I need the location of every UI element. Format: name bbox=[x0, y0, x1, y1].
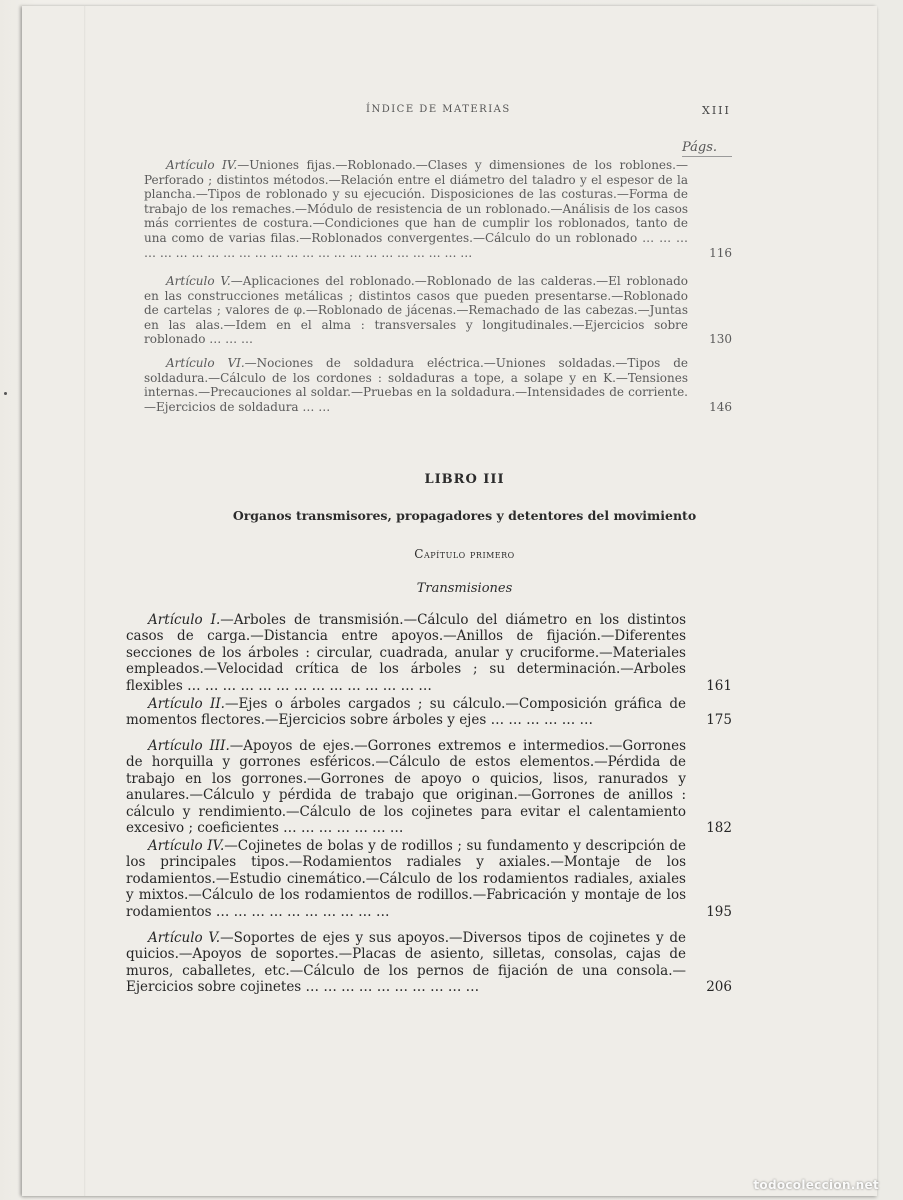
entry-page-number: 146 bbox=[709, 399, 732, 414]
toc-entry-articulo-v-aplicaciones bbox=[144, 274, 732, 347]
entry-page-number: 175 bbox=[706, 712, 732, 729]
entry-page-number: 182 bbox=[706, 820, 732, 837]
watermark-logo: todocoleccion.net bbox=[753, 1178, 879, 1192]
entry-label: Artículo VI. bbox=[166, 356, 245, 370]
entry-label: Artículo V. bbox=[166, 274, 231, 288]
section-heading: Transmisiones bbox=[416, 581, 513, 596]
entry-text: —Uniones fijas.—Roblonado.—Clases y dimensiones de los roblones.—Perforado ; distintos métodos.—Relación entre el diámetro del taladro y el espesor de la plancha.—Tipos de roblonado y su ejecución. Disposiciones de las costuras.—Forma de trabajo de los remaches.—Módulo de resistencia de un roblonado.—Análisis de los casos más corrientes de costura.—Condiciones que han de cumplir los roblonados, tanto de una como de varias filas.—Roblonados convergentes.—Cálculo do un roblonado … … … … … … … … … … … … … … … … … … … … … … … … bbox=[144, 158, 688, 260]
toc-entry-articulo-vi-soldadura bbox=[144, 356, 732, 414]
page-fold-shadow bbox=[84, 6, 86, 1196]
page-speck bbox=[4, 392, 7, 395]
chapter-heading: Capítulo primero bbox=[414, 547, 515, 561]
toc-entry-articulo-i-arboles bbox=[126, 612, 732, 694]
toc-entry-articulo-ii-ejes bbox=[126, 696, 732, 729]
pages-column-label: Págs. bbox=[682, 140, 732, 157]
entry-page-number: 206 bbox=[706, 979, 732, 996]
entry-page-number: 195 bbox=[706, 903, 732, 920]
entry-page-number: 161 bbox=[706, 677, 732, 694]
entry-label: Artículo III. bbox=[148, 738, 230, 754]
entry-text: —Soportes de ejes y sus apoyos.—Diversos tipos de cojinetes y de quicios.—Apoyos de soportes.—Placas de asiento, silletas, consolas, cajas de muros, caballetes, etc.—Cálculo de los pernos de fijación de una consola.—Ejercicios sobre cojinetes … … … … … … … … … … bbox=[126, 930, 686, 996]
entry-text: —Cojinetes de bolas y de rodillos ; su fundamento y descripción de los principales tipos.—Rodamientos radiales y axiales.—Montaje de los rodamientos.—Estudio cinemático.—Cálculo de los rodamientos radiales, axiales y mixtos.—Cálculo de los rodamientos de rodillos.—Fabricación y montaje de los rodamientos … … … … … … … … … … bbox=[126, 838, 686, 920]
entry-text: —Aplicaciones del roblonado.—Roblonado de las calderas.—El roblonado en las construcciones metálicas ; distintos casos que pueden presentarse.—Roblonado de cartelas ; valores de φ.—Roblonado de jácenas.—Remachado de las cabezas.—Juntas en las alas.—Idem en el alma : transversales y longitudinales.—Ejercicios sobre roblonado … … … bbox=[144, 274, 689, 347]
book-page bbox=[22, 6, 877, 1196]
entry-label: Artículo IV. bbox=[166, 158, 238, 172]
book-title: LIBRO III bbox=[424, 472, 505, 487]
book-subtitle: Organos transmisores, propagadores y detentores del movimiento bbox=[232, 508, 697, 523]
toc-entry-articulo-iv-roblonado bbox=[144, 158, 732, 260]
entry-label: Artículo II. bbox=[148, 696, 225, 712]
entry-text: —Arboles de transmisión.—Cálculo del diámetro en los distintos casos de carga.—Distancia entre apoyos.—Anillos de fijación.—Diferentes secciones de los árboles : circular, cuadrada, anular y cruciforme.—Materiales empleados.—Velocidad crítica de los árboles ; su determinación.—Arboles flexibles … … … … … … … … … … … … … … bbox=[126, 612, 687, 694]
entry-text: —Nociones de soldadura eléctrica.—Uniones soldadas.—Tipos de soldadura.—Cálculo de los cordones : soldaduras a tope, a solape y en K.—Tensiones internas.—Precauciones al soldar.—Pruebas en la soldadura.—Intensidades de corriente.—Ejercicios de soldadura … … bbox=[144, 356, 688, 414]
toc-entry-articulo-iii-apoyos bbox=[126, 738, 732, 836]
page-number: XIII bbox=[702, 104, 731, 117]
entry-page-number: 130 bbox=[709, 332, 732, 347]
toc-entry-articulo-iv-cojinetes bbox=[126, 838, 732, 920]
entry-text: —Ejes o árboles cargados ; su cálculo.—Composición gráfica de momentos flectores.—Ejercicios sobre árboles y ejes … … … … … … bbox=[126, 696, 686, 729]
toc-entry-articulo-v-soportes bbox=[126, 930, 732, 996]
entry-label: Artículo V. bbox=[148, 930, 221, 946]
entry-label: Artículo I. bbox=[148, 612, 221, 628]
entry-page-number: 116 bbox=[709, 245, 732, 260]
entry-label: Artículo IV. bbox=[148, 838, 225, 854]
entry-text: —Apoyos de ejes.—Gorrones extremos e intermedios.—Gorrones de horquilla y gorrones esféricos.—Cálculo de estos elementos.—Pérdida de trabajo en los gorrones.—Gorrones de apoyo o quicios, lisos, ranurados y anulares.—Cálculo y pérdida de trabajo que originan.—Gorrones de anillos : cálculo y rendimiento.—Cálculo de los cojinetes para evitar el calentamiento excesivo ; coeficientes … … … … … … … bbox=[126, 738, 686, 837]
running-head: ÍNDICE DE MATERIAS bbox=[366, 104, 511, 115]
